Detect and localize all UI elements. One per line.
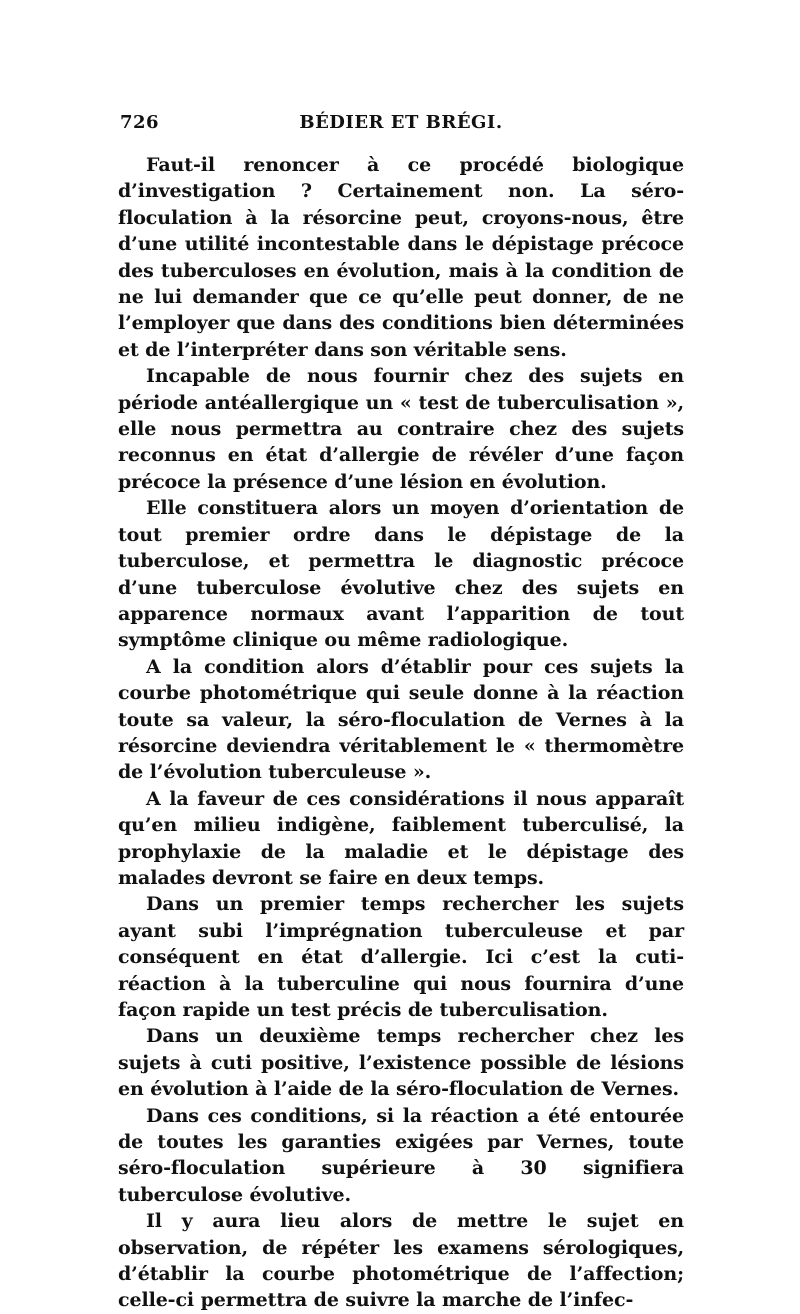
paragraph: Il y aura lieu alors de mettre le sujet en observation, de répéter les examens sérologiques, d’établir la courbe photométrique de l’affection; celle-ci permettra de suivre la marche de l’infec- [118, 1210, 684, 1312]
paragraph: Dans un deuxième temps rechercher chez les sujets à cuti positive, l’existence possible de lésions en évolution à l’aide de la séro-floculation de Vernes. [118, 1025, 684, 1101]
paragraph: Dans un premier temps rechercher les sujets ayant subi l’imprégnation tuberculeuse et par conséquent en état d’allergie. Ici c’est la cuti-réaction à la tuberculine qui nous fournira d’une façon rapide un test précis de tuberculisation. [118, 893, 684, 1021]
paragraph: Incapable de nous fournir chez des sujets en période antéallergique un « test de tuberculisation », elle nous permettra au contraire chez des sujets reconnus en état d’allergie de révéler d’une façon précoce la présence d’une lésion en évolution. [118, 365, 684, 493]
paragraph: Dans ces conditions, si la réaction a été entourée de toutes les garanties exigées par Vernes, toute séro-floculation supérieure à 30 signifiera tuberculose évolutive. [118, 1104, 684, 1206]
paragraph: A la faveur de ces considérations il nous apparaît qu’en milieu indigène, faiblement tuberculisé, la prophylaxie de la maladie et le dépistage des malades devront se faire en deux temps. [118, 787, 684, 889]
running-header [118, 112, 684, 142]
paragraph: A la condition alors d’établir pour ces sujets la courbe photométrique qui seule donne à la réaction toute sa valeur, la séro-floculation de Vernes à la résorcine deviendra véritablement le « thermomètre de l’évolution tuberculeuse ». [118, 655, 684, 784]
paragraph: Elle constituera alors un moyen d’orientation de tout premier ordre dans le dépistage de la tuberculose, et permettra le diagnostic précoce d’une tuberculose évolutive chez des sujets en apparence normaux avant l’apparition de tout symptôme clinique ou même radiologique. [118, 497, 684, 652]
body-text [118, 152, 684, 1314]
running-title: BÉDIER ET BRÉGI. [299, 112, 503, 133]
page-number: 726 [120, 112, 160, 133]
book-page [118, 112, 684, 1314]
paragraph: Faut-il renoncer à ce procédé biologique d’investigation ? Certainement non. La séro-floculation à la résorcine peut, croyons-nous, être d’une utilité incontestable dans le dépistage précoce des tuberculoses en évolution, mais à la condition de ne lui demander que ce qu’elle peut donner, de ne l’employer que dans des conditions bien déterminées et de l’interpréter dans son véritable sens. [118, 154, 684, 361]
